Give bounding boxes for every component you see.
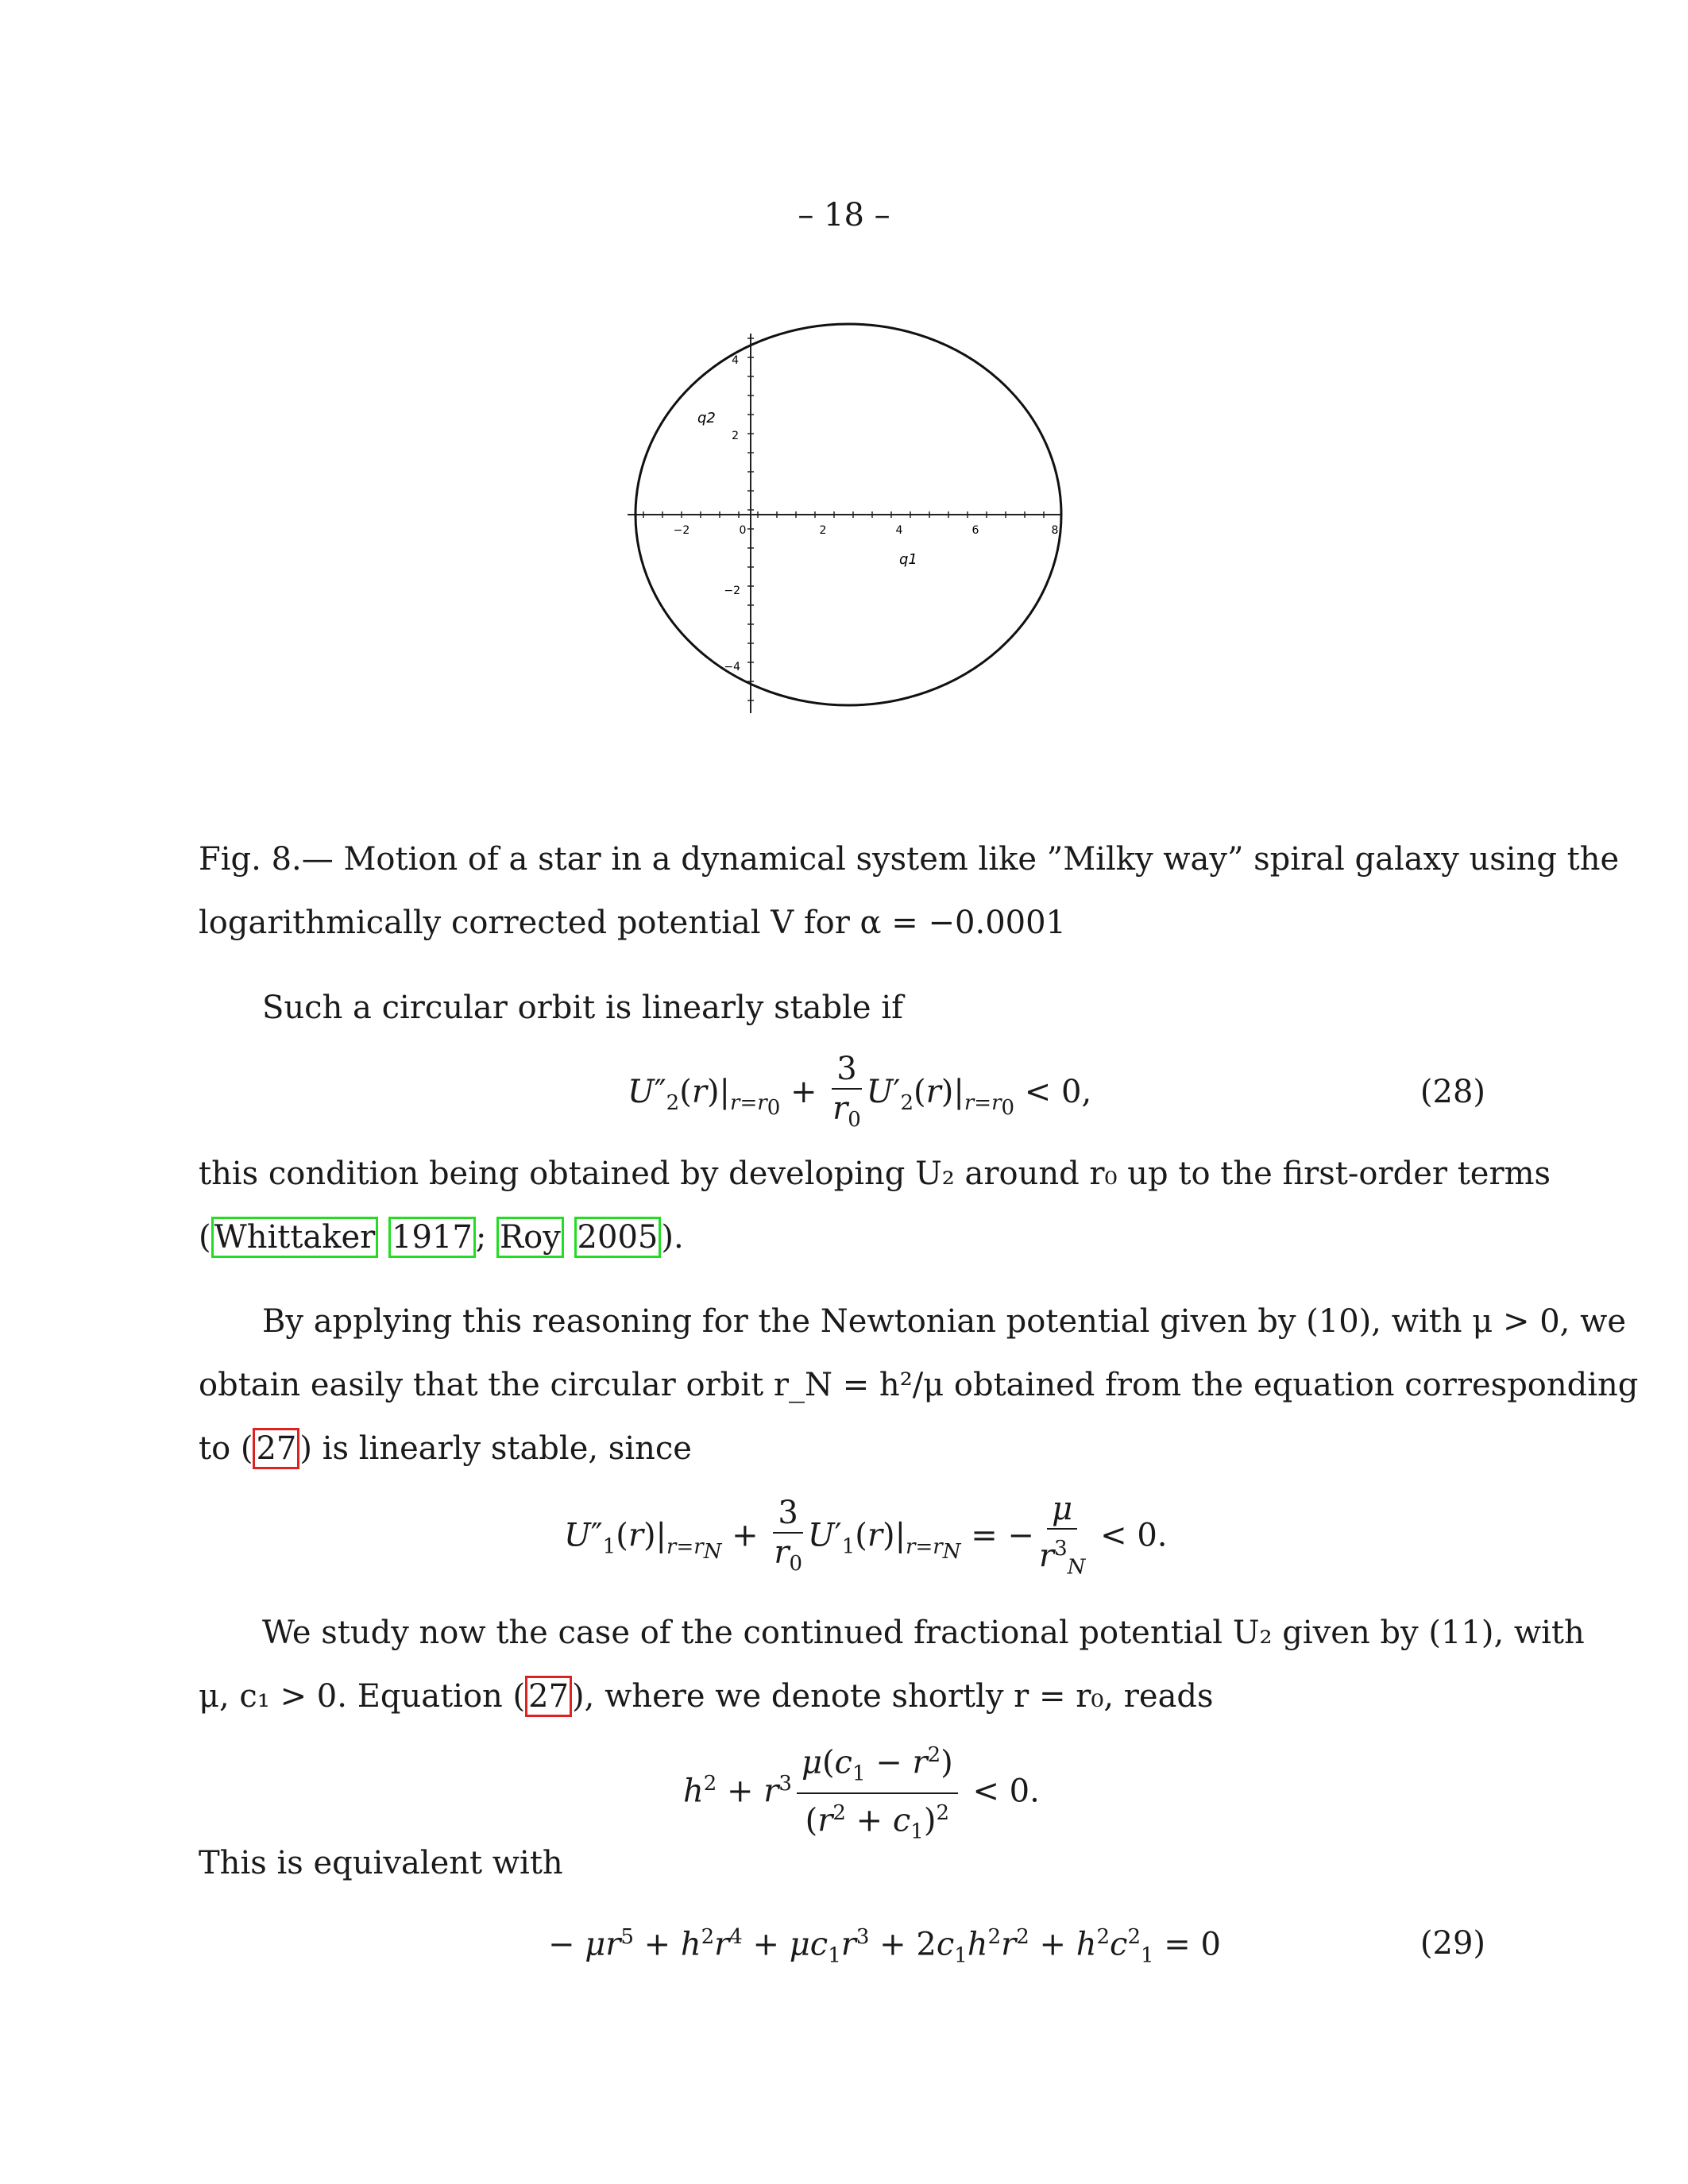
x-tick-label: 4 [895, 524, 903, 537]
x-tick-label: 0 [739, 524, 747, 537]
paragraph-4-line1: We study now the case of the continued fractional potential U₂ given by (11), with [262, 1615, 1585, 1651]
page-number: – 18 – [798, 197, 890, 233]
x-tick-label: 8 [1051, 524, 1059, 537]
y-tick-label: 2 [732, 430, 739, 442]
paragraph-3-line1: By applying this reasoning for the Newtonian potential given by (10), with μ > 0, we [262, 1303, 1627, 1340]
equation-28: $U''_2(r)|_{r=r_0}$ + $\frac{3}{r_0}$ $U'_2(r)|_{r=r_0} < 0$, [628, 1051, 1092, 1132]
equation-28-number: (28) [1420, 1074, 1485, 1110]
x-tick-label: 6 [971, 524, 979, 537]
cite-roy-year[interactable]: 2005 [574, 1217, 662, 1258]
y-tick-label: −4 [724, 661, 740, 673]
cite-whittaker-author[interactable]: Whittaker [211, 1217, 379, 1258]
paragraph-3-line2: obtain easily that the circular orbit r_N = h²/μ obtained from the equation corresponding [199, 1367, 1639, 1403]
equation-29: − $\mu r^5 + h^2r^4 + \mu c_1r^3 + 2c_1h^2r^2 + h^2c^2_1 = 0$ [548, 1925, 1221, 1968]
figure-caption-line1 [199, 840, 1619, 878]
figure-caption-line2: logarithmically corrected potential V for α = −0.0001 [199, 905, 1066, 941]
paragraph-4-line2: μ, c₁ > 0. Equation ( 27 ), where we denote shortly r = r₀, reads [199, 1677, 1214, 1715]
equation-ref-27[interactable]: 27 [253, 1428, 299, 1469]
citation-line: ( Whittaker 1917 ; Roy 2005 ). [199, 1218, 684, 1256]
stability-equation: $U''_1(r)|_{r=r_N}$ + $\frac{3}{r_0}$ $U'_1(r)|_{r=r_N}$ = − $\frac{\mu}{r^3_N}$ < 0. [564, 1491, 1168, 1580]
paragraph-3-line3: to ( 27 ) is linearly stable, since [199, 1430, 692, 1468]
x-axis-label: q1 [899, 551, 917, 568]
paragraph-5: This is equivalent with [199, 1845, 563, 1881]
cite-whittaker-year[interactable]: 1917 [388, 1217, 476, 1258]
orbit-figure [620, 318, 1064, 723]
cite-roy-author[interactable]: Roy [496, 1217, 564, 1258]
caption-label: Fig. 8.— [199, 841, 334, 878]
inequality-equation: $h^2 + r^3$ $\frac{\mu(c_1 - r^2)}{(r^2 + c_1)^2}$ < 0. [683, 1736, 1040, 1851]
paragraph-2-line1: this condition being obtained by developing U₂ around r₀ up to the first-order terms [199, 1156, 1551, 1192]
y-tick-label: 4 [732, 354, 739, 367]
y-tick-label: −2 [724, 585, 740, 597]
x-tick-label: 2 [819, 524, 827, 537]
equation-ref-27b[interactable]: 27 [525, 1676, 572, 1717]
y-axis-label: q2 [697, 410, 716, 426]
equation-29-number: (29) [1420, 1925, 1485, 1962]
x-tick-label: −2 [673, 524, 690, 537]
caption-text: Motion of a star in a dynamical system like ”Milky way” spiral galaxy using the [343, 841, 1620, 878]
paragraph-1: Such a circular orbit is linearly stable if [262, 990, 903, 1026]
